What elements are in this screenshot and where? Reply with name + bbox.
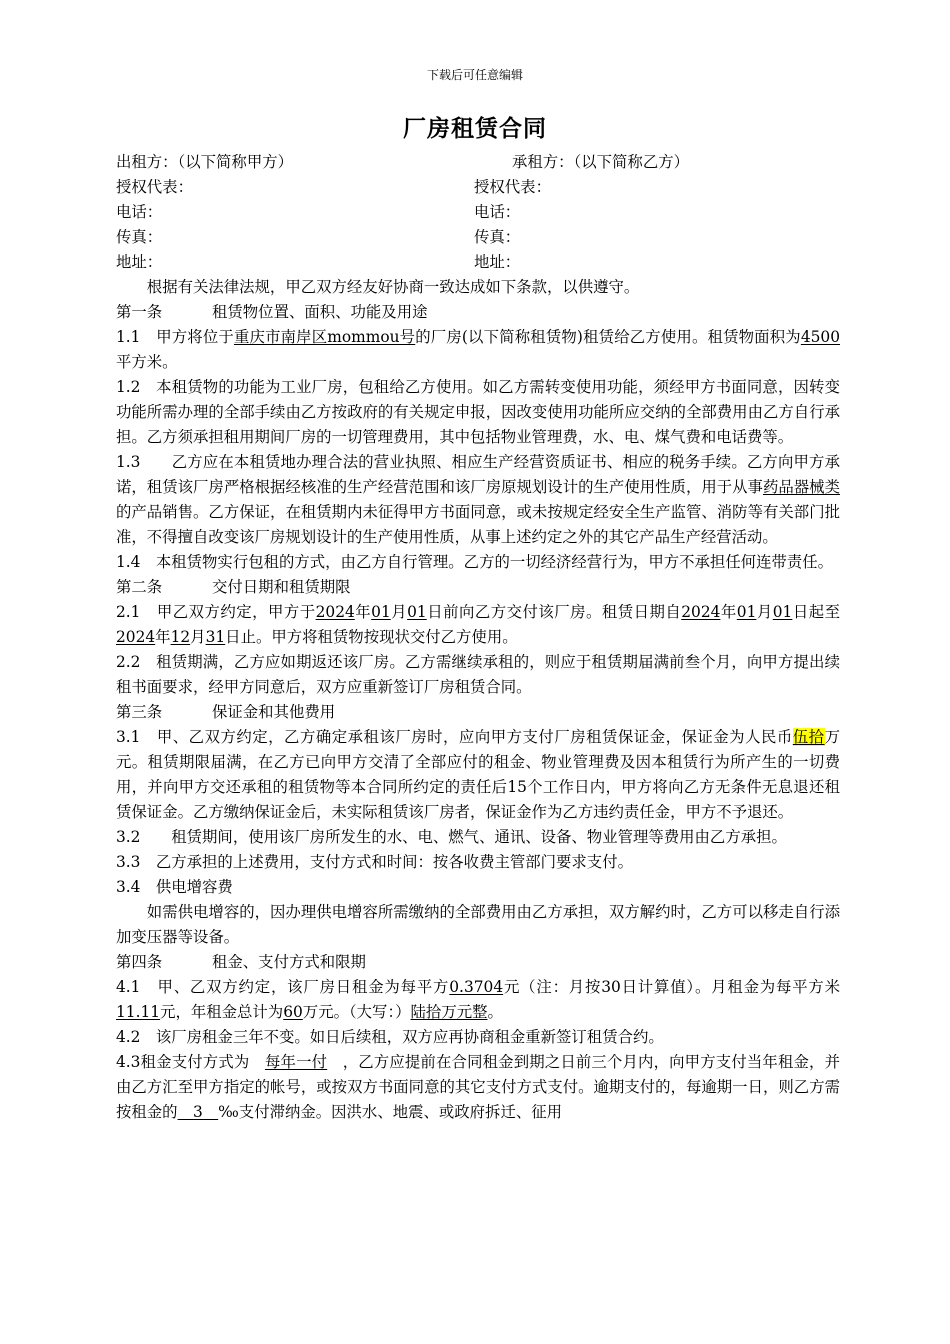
article-number: 第一条	[116, 303, 163, 321]
article-2-heading	[116, 575, 840, 600]
lessee-phone: 电话：	[474, 203, 521, 221]
clause-4-2: 4.2 该厂房租金三年不变。如日后续租，双方应再协商租金重新签订租赁合约。	[116, 1028, 664, 1046]
handover-day: 01	[407, 603, 427, 621]
clause-4-3: 4.3租金支付方式为 每年一付 ，乙方应提前在合同租金到期之日前三个月内，向甲方支付当年租金，并由乙方汇至甲方指定的帐号，或按双方书面同意的其它支付方式支付。逾期支付的，每逾期一日，则乙方需按租金的 3 ‰支付滞纳金。因洪水、地震、或政府拆迁、征用	[116, 1053, 840, 1121]
lessor-phone: 电话：	[116, 203, 163, 221]
parties-row	[116, 150, 840, 175]
clause-2-1: 2.1 甲乙双方约定，甲方于2024年01月01日前向乙方交付该厂房。租赁日期自2024年01月01日起至2024年12月31日止。甲方将租赁物按现状交付乙方使用。	[116, 603, 840, 646]
article-title: 租赁物位置、面积、功能及用途	[212, 303, 428, 321]
lessee-rep: 授权代表：	[474, 178, 551, 196]
lessee-label: 承租方：（以下简称乙方）	[512, 153, 689, 171]
fax-row	[116, 225, 840, 250]
article-title: 租金、支付方式和限期	[212, 953, 366, 971]
handover-year: 2024	[315, 603, 355, 621]
handover-month: 01	[371, 603, 391, 621]
end-month: 12	[170, 628, 191, 646]
daily-rent: 0.3704	[449, 978, 504, 996]
article-title: 交付日期和租赁期限	[212, 578, 351, 596]
lessee-address: 地址：	[474, 253, 521, 271]
clause-3-4-body: 如需供电增容的，因办理供电增容所需缴纳的全部费用由乙方承担，双方解约时，乙方可以移走自行添加变压器等设备。	[116, 903, 840, 946]
monthly-rent: 11.11	[116, 1003, 161, 1021]
lessor-fax: 传真：	[116, 228, 163, 246]
deposit-amount: 伍拾	[792, 728, 825, 746]
article-title: 保证金和其他费用	[212, 703, 336, 721]
property-area: 4500	[800, 328, 841, 346]
clause-2-2: 2.2 租赁期满，乙方应如期返还该厂房。乙方需继续承租的，则应于租赁期届满前叁个月，向甲方提出续租书面要求，经甲方同意后，双方应重新签订厂房租赁合同。	[116, 653, 840, 696]
article-number: 第四条	[116, 953, 163, 971]
clause-3-1: 3.1 甲、乙双方约定，乙方确定承租该厂房时，应向甲方支付厂房租赁保证金，保证金为人民币伍拾万元。租赁期限届满，在乙方已向甲方交清了全部应付的租金、物业管理费及因本租赁行为所产生的一切费用，并向甲方交还承租的租赁物等本合同所约定的责任后15个工作日内，甲方将向乙方无条件无息退还租赁保证金。乙方缴纳保证金后，未实际租赁该厂房者，保证金作为乙方违约责任金，甲方不予退还。	[116, 728, 840, 821]
article-number: 第三条	[116, 703, 163, 721]
end-day: 31	[205, 628, 226, 646]
header-note: 下载后可任意编辑	[426, 68, 523, 82]
article-4-heading	[116, 950, 840, 975]
business-scope: 药品器械类	[762, 478, 840, 496]
property-location: 重庆市南岸区mommou号	[233, 328, 416, 346]
lessor-rep: 授权代表：	[116, 178, 193, 196]
payment-frequency: 每年一付	[264, 1053, 328, 1071]
clause-4-1: 4.1 甲、乙双方约定，该厂房日租金为每平方0.3704元（注：月按30日计算值）。月租金为每平方米11.11元，年租金总计为60万元。（大写：）陆拾万元整。	[116, 978, 840, 1021]
late-fee-rate: 3	[177, 1103, 219, 1121]
clause-1-4: 1.4 本租赁物实行包租的方式，由乙方自行管理。乙方的一切经济经营行为，甲方不承担任何连带责任。	[116, 553, 834, 571]
article-number: 第二条	[116, 578, 163, 596]
clause-1-2: 1.2 本租赁物的功能为工业厂房，包租给乙方使用。如乙方需转变使用功能，须经甲方书面同意，因转变功能所需办理的全部手续由乙方按政府的有关规定申报，因改变使用功能所应交纳的全部费用由乙方自行承担。乙方须承担租用期间厂房的一切管理费用，其中包括物业管理费，水、电、煤气费和电话费等。	[116, 378, 840, 446]
end-year: 2024	[116, 628, 156, 646]
page-title: 厂房租赁合同	[403, 115, 547, 142]
clause-1-1: 1.1 甲方将位于重庆市南岸区mommou号的厂房(以下简称租赁物)租赁给乙方使用。租赁物面积为4500平方米。	[116, 328, 841, 371]
intro-paragraph: 根据有关法律法规，甲乙双方经友好协商一致达成如下条款，以供遵守。	[146, 278, 640, 296]
phone-row	[116, 200, 840, 225]
lessor-address: 地址：	[116, 253, 163, 271]
start-day: 01	[772, 603, 793, 621]
start-month: 01	[736, 603, 757, 621]
lessor-label: 出租方：（以下简称甲方）	[116, 153, 293, 171]
annual-rent-capital: 陆拾万元整	[410, 1003, 488, 1021]
clause-3-3: 3.3 乙方承担的上述费用，支付方式和时间：按各收费主管部门要求支付。	[116, 853, 633, 871]
article-1-heading	[116, 300, 840, 325]
contract-body	[116, 150, 840, 1125]
annual-rent: 60	[283, 1003, 303, 1021]
clause-3-2: 3.2 租赁期间，使用该厂房所发生的水、电、燃气、通讯、设备、物业管理等费用由乙方承担。	[116, 828, 787, 846]
start-year: 2024	[681, 603, 721, 621]
clause-3-4: 3.4 供电增容费	[116, 878, 233, 896]
address-row	[116, 250, 840, 275]
clause-1-3: 1.3 乙方应在本租赁地办理合法的营业执照、相应生产经营资质证书、相应的税务手续。乙方向甲方承诺，租赁该厂房严格根据经核准的生产经营范围和该厂房原规划设计的生产使用性质，用于从事药品器械类的产品销售。乙方保证，在租赁期内未征得甲方书面同意，或未按规定经安全生产监管、消防等有关部门批准，不得擅自改变该厂房规划设计的生产使用性质，从事上述约定之外的其它产品生产经营活动。	[116, 453, 840, 546]
article-3-heading	[116, 700, 840, 725]
rep-row	[116, 175, 840, 200]
lessee-fax: 传真：	[474, 228, 521, 246]
